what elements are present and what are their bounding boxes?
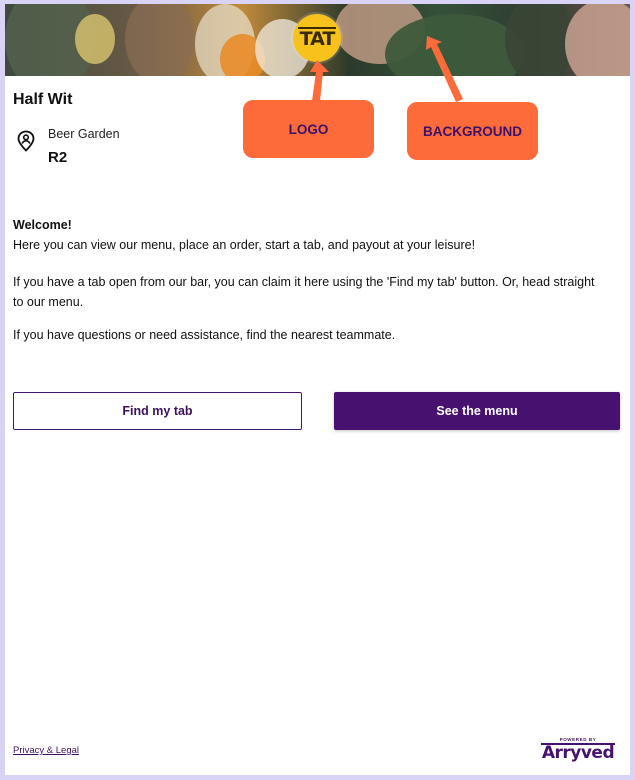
see-the-menu-label: See the menu: [436, 404, 518, 418]
hero-background: [5, 4, 630, 76]
arryved-brand: Arryved: [541, 743, 615, 763]
find-my-tab-button[interactable]: [13, 392, 302, 430]
welcome-body: Here you can view our menu, place an order, start a tab, and payout at your leisure!: [13, 238, 476, 252]
tab-info-text: If you have a tab open from our bar, you can claim it here using the 'Find my tab' button. Or, head straight to our menu.: [13, 275, 595, 309]
find-my-tab-label: Find my tab: [122, 404, 193, 418]
logo-text: TAT: [299, 28, 335, 50]
background-callout-label: BACKGROUND: [423, 123, 522, 139]
app-frame: [5, 4, 630, 775]
welcome-title: Welcome!: [13, 218, 72, 232]
venue-logo: [293, 14, 341, 62]
background-callout: [407, 102, 538, 160]
logo-callout-label: LOGO: [288, 121, 329, 137]
see-the-menu-button[interactable]: [334, 392, 620, 430]
powered-by-logo: [537, 737, 619, 767]
location-pin-icon: [16, 130, 36, 152]
welcome-block: [13, 215, 613, 255]
location-area: Beer Garden: [48, 127, 120, 141]
privacy-legal-link[interactable]: Privacy & Legal: [13, 745, 80, 756]
location-table: R2: [48, 149, 68, 166]
powered-by-label: POWERED BY: [559, 737, 597, 742]
logo-callout: [243, 100, 374, 158]
venue-name: Half Wit: [13, 91, 73, 108]
assistance-text: If you have questions or need assistance, find the nearest teammate.: [13, 328, 396, 342]
